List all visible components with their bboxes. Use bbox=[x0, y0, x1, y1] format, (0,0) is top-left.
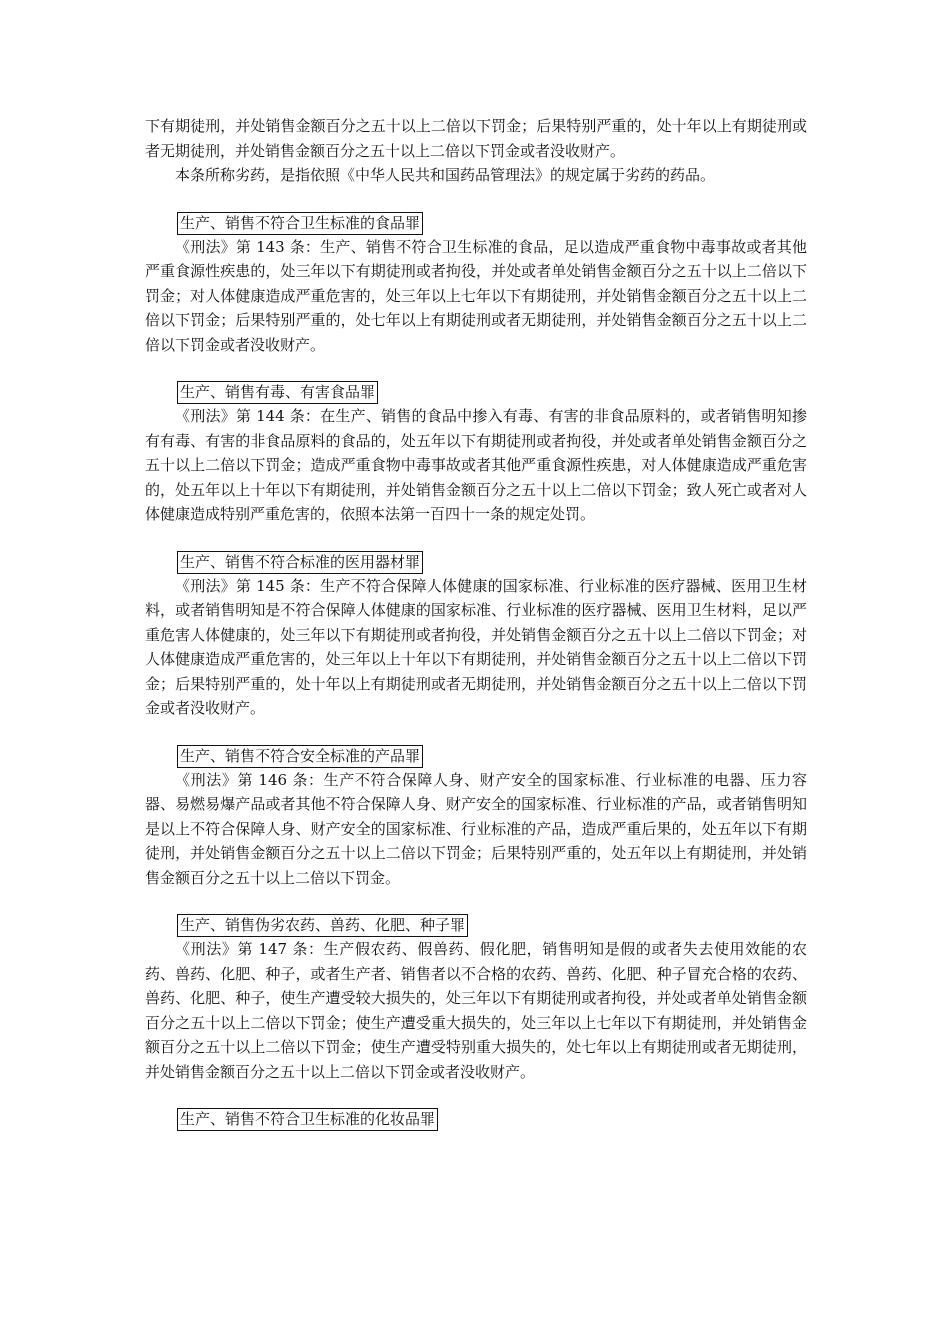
section-cosmetics bbox=[145, 1108, 807, 1131]
section-body: 《刑法》第 146 条：生产不符合保障人身、财产安全的国家标准、行业标准的电器、压力容器、易燃易爆产品或者其他不符合保障人身、财产安全的国家标准、行业标准的产品，或者销售明知是以上不符合保障人身、财产安全的国家标准、行业标准的产品，造成严重后果的，处五年以下有期徒刑，并处销售金额百分之五十以上二倍以下罚金；后果特别严重的，处五年以上有期徒刑，并处销售金额百分之五十以上二倍以下罚金。 bbox=[145, 770, 807, 887]
document-page bbox=[145, 114, 807, 1131]
section-medical-equipment bbox=[145, 551, 807, 721]
intro-definition: 本条所称劣药，是指依照《中华人民共和国药品管理法》的规定属于劣药的药品。 bbox=[175, 166, 716, 184]
section-body: 《刑法》第 143 条：生产、销售不符合卫生标准的食品，足以造成严重食物中毒事故或者其他严重食源性疾患的，处三年以下有期徒刑或者拘役，并处或者单处销售金额百分之五十以上二倍以下罚金；对人体健康造成严重危害的，处三年以上七年以下有期徒刑，并处销售金额百分之五十以上二倍以下罚金；后果特别严重的，处七年以上有期徒刑或者无期徒刑，并处销售金额百分之五十以上二倍以下罚金或者没收财产。 bbox=[145, 237, 807, 354]
section-title: 生产、销售不符合卫生标准的食品罪 bbox=[177, 212, 423, 235]
section-title: 生产、销售有毒、有害食品罪 bbox=[177, 381, 378, 404]
section-agricultural-supplies bbox=[145, 914, 807, 1084]
section-body: 《刑法》第 144 条：在生产、销售的食品中掺入有毒、有害的非食品原料的，或者销售明知掺有有毒、有害的非食品原料的食品的，处五年以下有期徒刑或者拘役，并处或者单处销售金额百分之五十以上二倍以下罚金；造成严重食物中毒事故或者其他严重食源性疾患，对人体健康造成严重危害的，处五年以上十年以下有期徒刑，并处销售金额百分之五十以上二倍以下罚金；致人死亡或者对人体健康造成特别严重危害的，依照本法第一百四十一条的规定处罚。 bbox=[145, 407, 807, 523]
section-title: 生产、销售不符合安全标准的产品罪 bbox=[177, 745, 423, 768]
section-title: 生产、销售不符合标准的医用器材罪 bbox=[177, 551, 423, 574]
section-product-safety bbox=[145, 745, 807, 891]
section-title: 生产、销售不符合卫生标准的化妆品罪 bbox=[177, 1108, 438, 1131]
section-body: 《刑法》第 147 条：生产假农药、假兽药、假化肥，销售明知是假的或者失去使用效能的农药、兽药、化肥、种子，或者生产者、销售者以不合格的农药、兽药、化肥、种子冒充合格的农药、兽药、化肥、种子，使生产遭受较大损失的，处三年以下有期徒刑或者拘役，并处或者单处销售金额百分之五十以上二倍以下罚金；使生产遭受重大损失的，处三年以上七年以下有期徒刑，并处销售金额百分之五十以上二倍以下罚金；使生产遭受特别重大损失的，处七年以上有期徒刑或者无期徒刑，并处销售金额百分之五十以上二倍以下罚金或者没收财产。 bbox=[145, 940, 807, 1081]
section-body: 《刑法》第 145 条：生产不符合保障人体健康的国家标准、行业标准的医疗器械、医用卫生材料，或者销售明知是不符合保障人体健康的国家标准、行业标准的医疗器械、医用卫生材料，足以严重危害人体健康的，处三年以下有期徒刑或者拘役，并处销售金额百分之五十以上二倍以下罚金；对人体健康造成严重危害的，处三年以上十年以下有期徒刑，并处销售金额百分之五十以上二倍以下罚金；后果特别严重的，处十年以上有期徒刑或者无期徒刑，并处销售金额百分之五十以上二倍以下罚金或者没收财产。 bbox=[145, 576, 807, 717]
section-food-hygiene bbox=[145, 212, 807, 358]
section-toxic-food bbox=[145, 381, 807, 527]
intro-continuation: 下有期徒刑，并处销售金额百分之五十以上二倍以下罚金；后果特别严重的，处十年以上有期徒刑或者无期徒刑，并处销售金额百分之五十以上二倍以下罚金或者没收财产。 bbox=[145, 117, 807, 160]
section-title: 生产、销售伪劣农药、兽药、化肥、种子罪 bbox=[177, 914, 468, 937]
